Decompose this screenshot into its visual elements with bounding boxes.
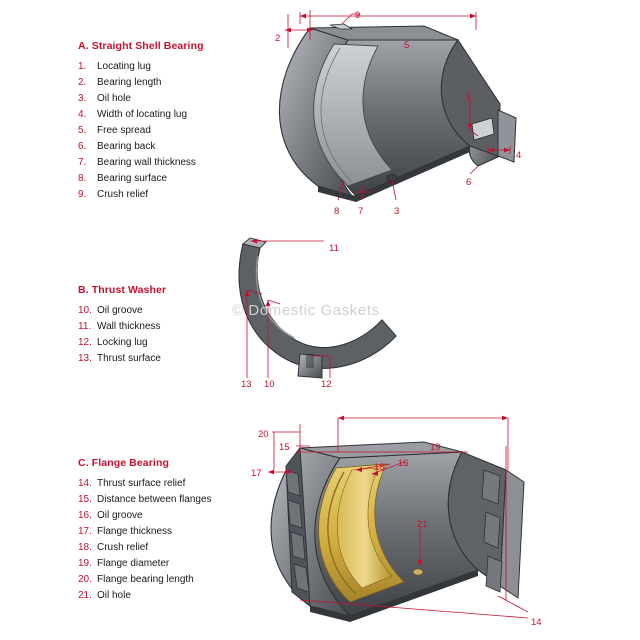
callout-17: 17	[251, 468, 262, 479]
legend-item-number: 3.	[78, 93, 87, 104]
legend-item-label: Oil groove	[97, 510, 143, 521]
legend-flange-bearing	[78, 457, 212, 604]
legend-item	[78, 319, 166, 335]
legend-item	[78, 187, 204, 203]
legend-item	[78, 107, 204, 123]
legend-item-number: 1.	[78, 61, 87, 72]
callout-12: 12	[321, 379, 332, 390]
legend-item	[78, 524, 212, 540]
legend-item-number: 6.	[78, 141, 87, 152]
callout-2: 2	[275, 33, 281, 44]
legend-item-label: Bearing back	[97, 141, 156, 152]
legend-title-a: A. Straight Shell Bearing	[78, 40, 204, 52]
callout-5: 5	[404, 40, 410, 51]
legend-item-number: 16.	[78, 510, 92, 521]
legend-straight-shell-bearing	[78, 40, 204, 203]
legend-item-label: Oil hole	[97, 93, 131, 104]
callout-16: 16	[398, 458, 409, 469]
watermark: © Domestic Gaskets	[232, 302, 380, 319]
legend-item-label: Oil hole	[97, 590, 131, 601]
legend-item	[78, 492, 212, 508]
legend-item-label: Distance between flanges	[97, 494, 212, 505]
legend-item-number: 15.	[78, 494, 92, 505]
callout-3: 3	[394, 206, 400, 217]
legend-item-label: Bearing wall thickness	[97, 157, 196, 168]
legend-item	[78, 335, 166, 351]
callout-4: 4	[516, 150, 522, 161]
legend-item-label: Crush relief	[97, 542, 149, 553]
callout-10: 10	[264, 379, 275, 390]
callout-18: 18	[374, 462, 385, 473]
callout-1: 1	[466, 90, 472, 101]
legend-item-label: Bearing length	[97, 77, 162, 88]
legend-item-label: Bearing surface	[97, 173, 168, 184]
legend-item-number: 2.	[78, 77, 87, 88]
callout-6: 6	[466, 177, 472, 188]
flange-bearing-art	[268, 416, 528, 622]
legend-item	[78, 572, 212, 588]
legend-item-number: 19.	[78, 558, 92, 569]
legend-item-label: Flange bearing length	[97, 574, 194, 585]
legend-item-label: Oil groove	[97, 305, 143, 316]
callout-13: 13	[241, 379, 252, 390]
legend-item	[78, 303, 166, 319]
callout-11: 11	[329, 243, 339, 254]
callout-19: 19	[430, 442, 441, 453]
legend-item	[78, 556, 212, 572]
legend-item-number: 8.	[78, 173, 87, 184]
legend-item-number: 18.	[78, 542, 92, 553]
legend-item-label: Locating lug	[97, 61, 151, 72]
legend-item	[78, 540, 212, 556]
legend-item	[78, 508, 212, 524]
callout-21: 21	[417, 519, 428, 530]
legend-item-number: 14.	[78, 478, 92, 489]
legend-item-label: Flange diameter	[97, 558, 170, 569]
legend-item-label: Crush relief	[97, 189, 149, 200]
legend-item-number: 5.	[78, 125, 87, 136]
callout-14: 14	[531, 617, 542, 628]
legend-item-number: 10.	[78, 305, 92, 316]
callout-15: 15	[279, 442, 290, 453]
legend-item-label: Thrust surface relief	[97, 478, 186, 489]
legend-item-number: 13.	[78, 353, 92, 364]
legend-item-label: Locking lug	[97, 337, 148, 348]
legend-item-number: 17.	[78, 526, 92, 537]
legend-item	[78, 351, 166, 367]
legend-title-c: C. Flange Bearing	[78, 457, 169, 469]
legend-item-number: 12.	[78, 337, 92, 348]
legend-item-label: Flange thickness	[97, 526, 173, 537]
legend-thrust-washer	[78, 284, 166, 367]
legend-item	[78, 139, 204, 155]
legend-title-b: B. Thrust Washer	[78, 284, 167, 296]
legend-item	[78, 171, 204, 187]
legend-item-number: 21.	[78, 590, 92, 601]
legend-item	[78, 588, 212, 604]
legend-item-label: Wall thickness	[97, 321, 161, 332]
legend-item	[78, 123, 204, 139]
straight-shell-bearing-art	[279, 10, 516, 202]
callout-9: 9	[355, 10, 361, 21]
legend-item	[78, 91, 204, 107]
legend-item	[78, 476, 212, 492]
legend-item-label: Width of locating lug	[97, 109, 188, 120]
legend-item	[78, 75, 204, 91]
legend-item	[78, 155, 204, 171]
legend-item-number: 4.	[78, 109, 87, 120]
legend-item	[78, 59, 204, 75]
callout-20: 20	[258, 429, 269, 440]
legend-item-number: 20.	[78, 574, 92, 585]
legend-item-label: Free spread	[97, 125, 151, 136]
legend-item-number: 7.	[78, 157, 87, 168]
legend-item-label: Thrust surface	[97, 353, 161, 364]
callout-7: 7	[358, 206, 364, 217]
legend-item-number: 9.	[78, 189, 87, 200]
legend-item-number: 11.	[78, 321, 92, 332]
callout-8: 8	[334, 206, 340, 217]
